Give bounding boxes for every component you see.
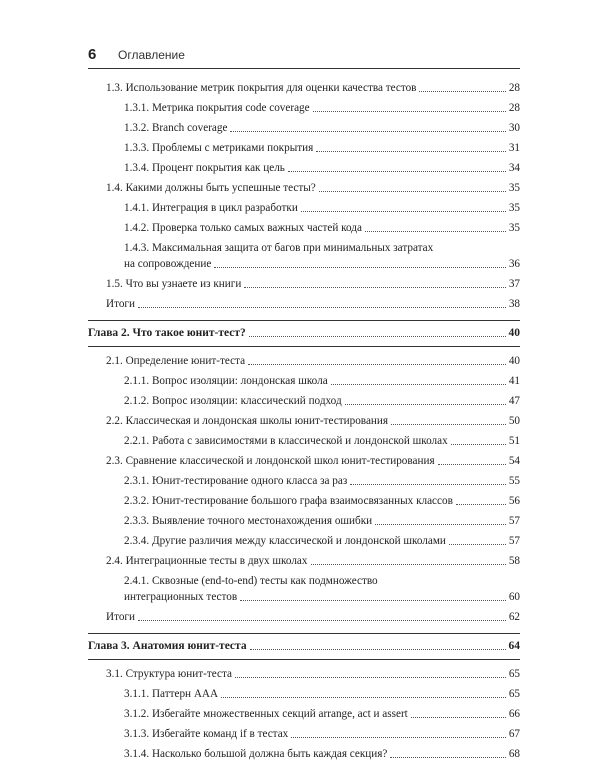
toc-subsection[interactable] [88, 160, 520, 176]
toc-page-number: 51 [508, 435, 520, 447]
toc-page-number: 57 [508, 535, 520, 547]
toc-entry-title: 3.1.2. Избегайте множественных секций arrange, act и assert [124, 708, 408, 720]
toc-entry-title: 1.4. Какими должны быть успешные тесты? [106, 182, 316, 194]
dot-leader [240, 600, 506, 601]
toc-subsection[interactable] [88, 686, 520, 702]
dot-leader [316, 151, 506, 152]
dot-leader [249, 336, 506, 337]
chapter-divider [88, 346, 520, 347]
dot-leader [301, 211, 506, 212]
toc-subsection[interactable] [88, 373, 520, 389]
toc-entry-title: 1.5. Что вы узнаете из книги [106, 278, 242, 290]
dot-leader [390, 757, 505, 758]
toc-page-number: 34 [508, 162, 520, 174]
toc-entry-title: 2.3.1. Юнит-тестирование одного класса за раз [124, 475, 348, 487]
toc-page-number: 31 [508, 142, 520, 154]
toc-section[interactable] [88, 453, 520, 469]
dot-leader [451, 444, 506, 445]
running-title: Оглавление [118, 48, 185, 62]
toc-entry-title: 3.1.1. Паттерн AAA [124, 688, 219, 700]
toc-page-number: 35 [508, 182, 520, 194]
toc-section[interactable] [88, 276, 520, 292]
dot-leader [291, 737, 506, 738]
dot-leader [230, 131, 505, 132]
toc-page-number: 40 [508, 327, 520, 339]
toc-entry-title: 1.3.3. Проблемы с метриками покрытия [124, 142, 314, 154]
dot-leader [235, 677, 506, 678]
toc-page-number: 50 [508, 415, 520, 427]
toc-section[interactable] [88, 413, 520, 429]
toc-page-number: 47 [508, 395, 520, 407]
toc-subsection[interactable] [88, 200, 520, 216]
toc-entry-title: 3.1. Структура юнит-теста [106, 668, 232, 680]
toc-entry-title: 2.4. Интеграционные тесты в двух школах [106, 555, 308, 567]
toc-subsection[interactable] [88, 726, 520, 742]
toc-page-number: 38 [508, 298, 520, 310]
toc-subsection[interactable] [88, 393, 520, 409]
toc-section[interactable] [88, 553, 520, 569]
toc-subsection[interactable] [88, 120, 520, 136]
toc-section[interactable] [88, 609, 520, 625]
page-number: 6 [88, 46, 97, 63]
toc-section[interactable] [88, 666, 520, 682]
dot-leader [331, 384, 506, 385]
dot-leader [345, 404, 506, 405]
toc-entry-title: 1.3.1. Метрика покрытия code coverage [124, 102, 310, 114]
dot-leader [250, 649, 506, 650]
dot-leader [365, 231, 506, 232]
toc-entry-title: 1.4.1. Интеграция в цикл разработки [124, 202, 298, 214]
dot-leader [350, 484, 506, 485]
toc-chapter[interactable] [88, 325, 520, 341]
dot-leader [214, 267, 505, 268]
dot-leader [221, 697, 506, 698]
toc-entry-title: 2.1. Определение юнит-теста [106, 355, 246, 367]
dot-leader [438, 464, 506, 465]
dot-leader [138, 307, 506, 308]
toc-page-number: 35 [508, 222, 520, 234]
toc-page-number: 65 [508, 688, 520, 700]
toc-page-number: 56 [508, 495, 520, 507]
toc-entry-title: 2.3.2. Юнит-тестирование большого графа взаимосвязанных классов [124, 495, 453, 507]
chapter-divider [88, 320, 520, 321]
toc-subsection[interactable] [88, 433, 520, 449]
toc-entry-title: 3.1.4. Насколько большой должна быть каждая секция? [124, 748, 388, 760]
toc-entry-title: 2.1.1. Вопрос изоляции: лондонская школа [124, 375, 328, 387]
toc-subsection[interactable] [88, 573, 520, 605]
toc-page-number: 67 [508, 728, 520, 740]
dot-leader [248, 364, 506, 365]
toc-subsection[interactable] [88, 746, 520, 762]
dot-leader [411, 717, 506, 718]
toc-subsection[interactable] [88, 140, 520, 156]
toc-page-number: 37 [508, 278, 520, 290]
toc-entry-title: 1.4.3. Максимальная защита от багов при минимальных затратах [124, 242, 434, 254]
toc-entry-title: 1.3.4. Процент покрытия как цель [124, 162, 285, 174]
toc-page-number: 28 [508, 82, 520, 94]
toc-entry-title: 1.4.2. Проверка только самых важных частей кода [124, 222, 362, 234]
toc-section[interactable] [88, 296, 520, 312]
toc-entry-title: 2.2.1. Работа с зависимостями в классической и лондонской школах [124, 435, 448, 447]
toc-entry-title: 3.1.3. Избегайте команд if в тестах [124, 728, 289, 740]
toc-subsection[interactable] [88, 493, 520, 509]
toc-page-number: 64 [508, 640, 520, 652]
toc-page-number: 28 [508, 102, 520, 114]
toc-subsection[interactable] [88, 513, 520, 529]
chapter-divider [88, 659, 520, 660]
toc-page-number: 40 [508, 355, 520, 367]
dot-leader [288, 171, 506, 172]
toc-entry-title: 2.4.1. Сквозные (end-to-end) тесты как подмножество [124, 575, 378, 587]
toc-subsection[interactable] [88, 100, 520, 116]
toc-page-number: 58 [508, 555, 520, 567]
toc-section[interactable] [88, 353, 520, 369]
toc-entry-title: 1.3.2. Branch coverage [124, 122, 228, 134]
toc-subsection[interactable] [88, 473, 520, 489]
dot-leader [419, 91, 505, 92]
toc-page-number: 54 [508, 455, 520, 467]
dot-leader [138, 620, 506, 621]
dot-leader [375, 524, 506, 525]
toc-chapter[interactable] [88, 638, 520, 654]
toc-page-number: 68 [508, 748, 520, 760]
toc-entry-title: 2.3.3. Выявление точного местонахождения ошибки [124, 515, 373, 527]
dot-leader [456, 504, 506, 505]
toc-page-number: 30 [508, 122, 520, 134]
toc-subsection[interactable] [88, 220, 520, 236]
toc-subsection[interactable] [88, 706, 520, 722]
dot-leader [313, 111, 506, 112]
toc-page-number: 36 [508, 258, 520, 270]
toc-section[interactable] [88, 80, 520, 96]
toc-subsection[interactable] [88, 240, 520, 272]
toc-page-number: 65 [508, 668, 520, 680]
dot-leader [449, 544, 506, 545]
toc-page-number: 66 [508, 708, 520, 720]
toc-entry-title-cont: интеграционных тестов [124, 591, 238, 603]
toc-entry-title: 2.1.2. Вопрос изоляции: классический подход [124, 395, 342, 407]
toc-entry-title: Глава 2. Что такое юнит-тест? [88, 327, 246, 339]
dot-leader [244, 287, 505, 288]
toc-entry-title: Итоги [106, 298, 135, 310]
toc-section[interactable] [88, 180, 520, 196]
toc-subsection[interactable] [88, 533, 520, 549]
table-of-contents [88, 80, 520, 766]
toc-page-number: 41 [508, 375, 520, 387]
toc-page-number: 35 [508, 202, 520, 214]
toc-entry-title: 1.3. Использование метрик покрытия для оценки качества тестов [106, 82, 417, 94]
page-header [88, 46, 520, 69]
toc-page-number: 60 [508, 591, 520, 603]
toc-page-number: 57 [508, 515, 520, 527]
toc-page-number: 55 [508, 475, 520, 487]
dot-leader [391, 424, 506, 425]
chapter-divider [88, 633, 520, 634]
toc-entry-title: 2.2. Классическая и лондонская школы юнит-тестирования [106, 415, 389, 427]
toc-entry-title: 2.3. Сравнение классической и лондонской школ юнит-тестирования [106, 455, 435, 467]
toc-entry-title-cont: на сопровождение [124, 258, 212, 270]
toc-page-number: 62 [508, 611, 520, 623]
dot-leader [311, 564, 506, 565]
toc-entry-title: Глава 3. Анатомия юнит-теста [88, 640, 247, 652]
dot-leader [319, 191, 506, 192]
toc-entry-title: Итоги [106, 611, 135, 623]
toc-entry-title: 2.3.4. Другие различия между классической и лондонской школами [124, 535, 446, 547]
